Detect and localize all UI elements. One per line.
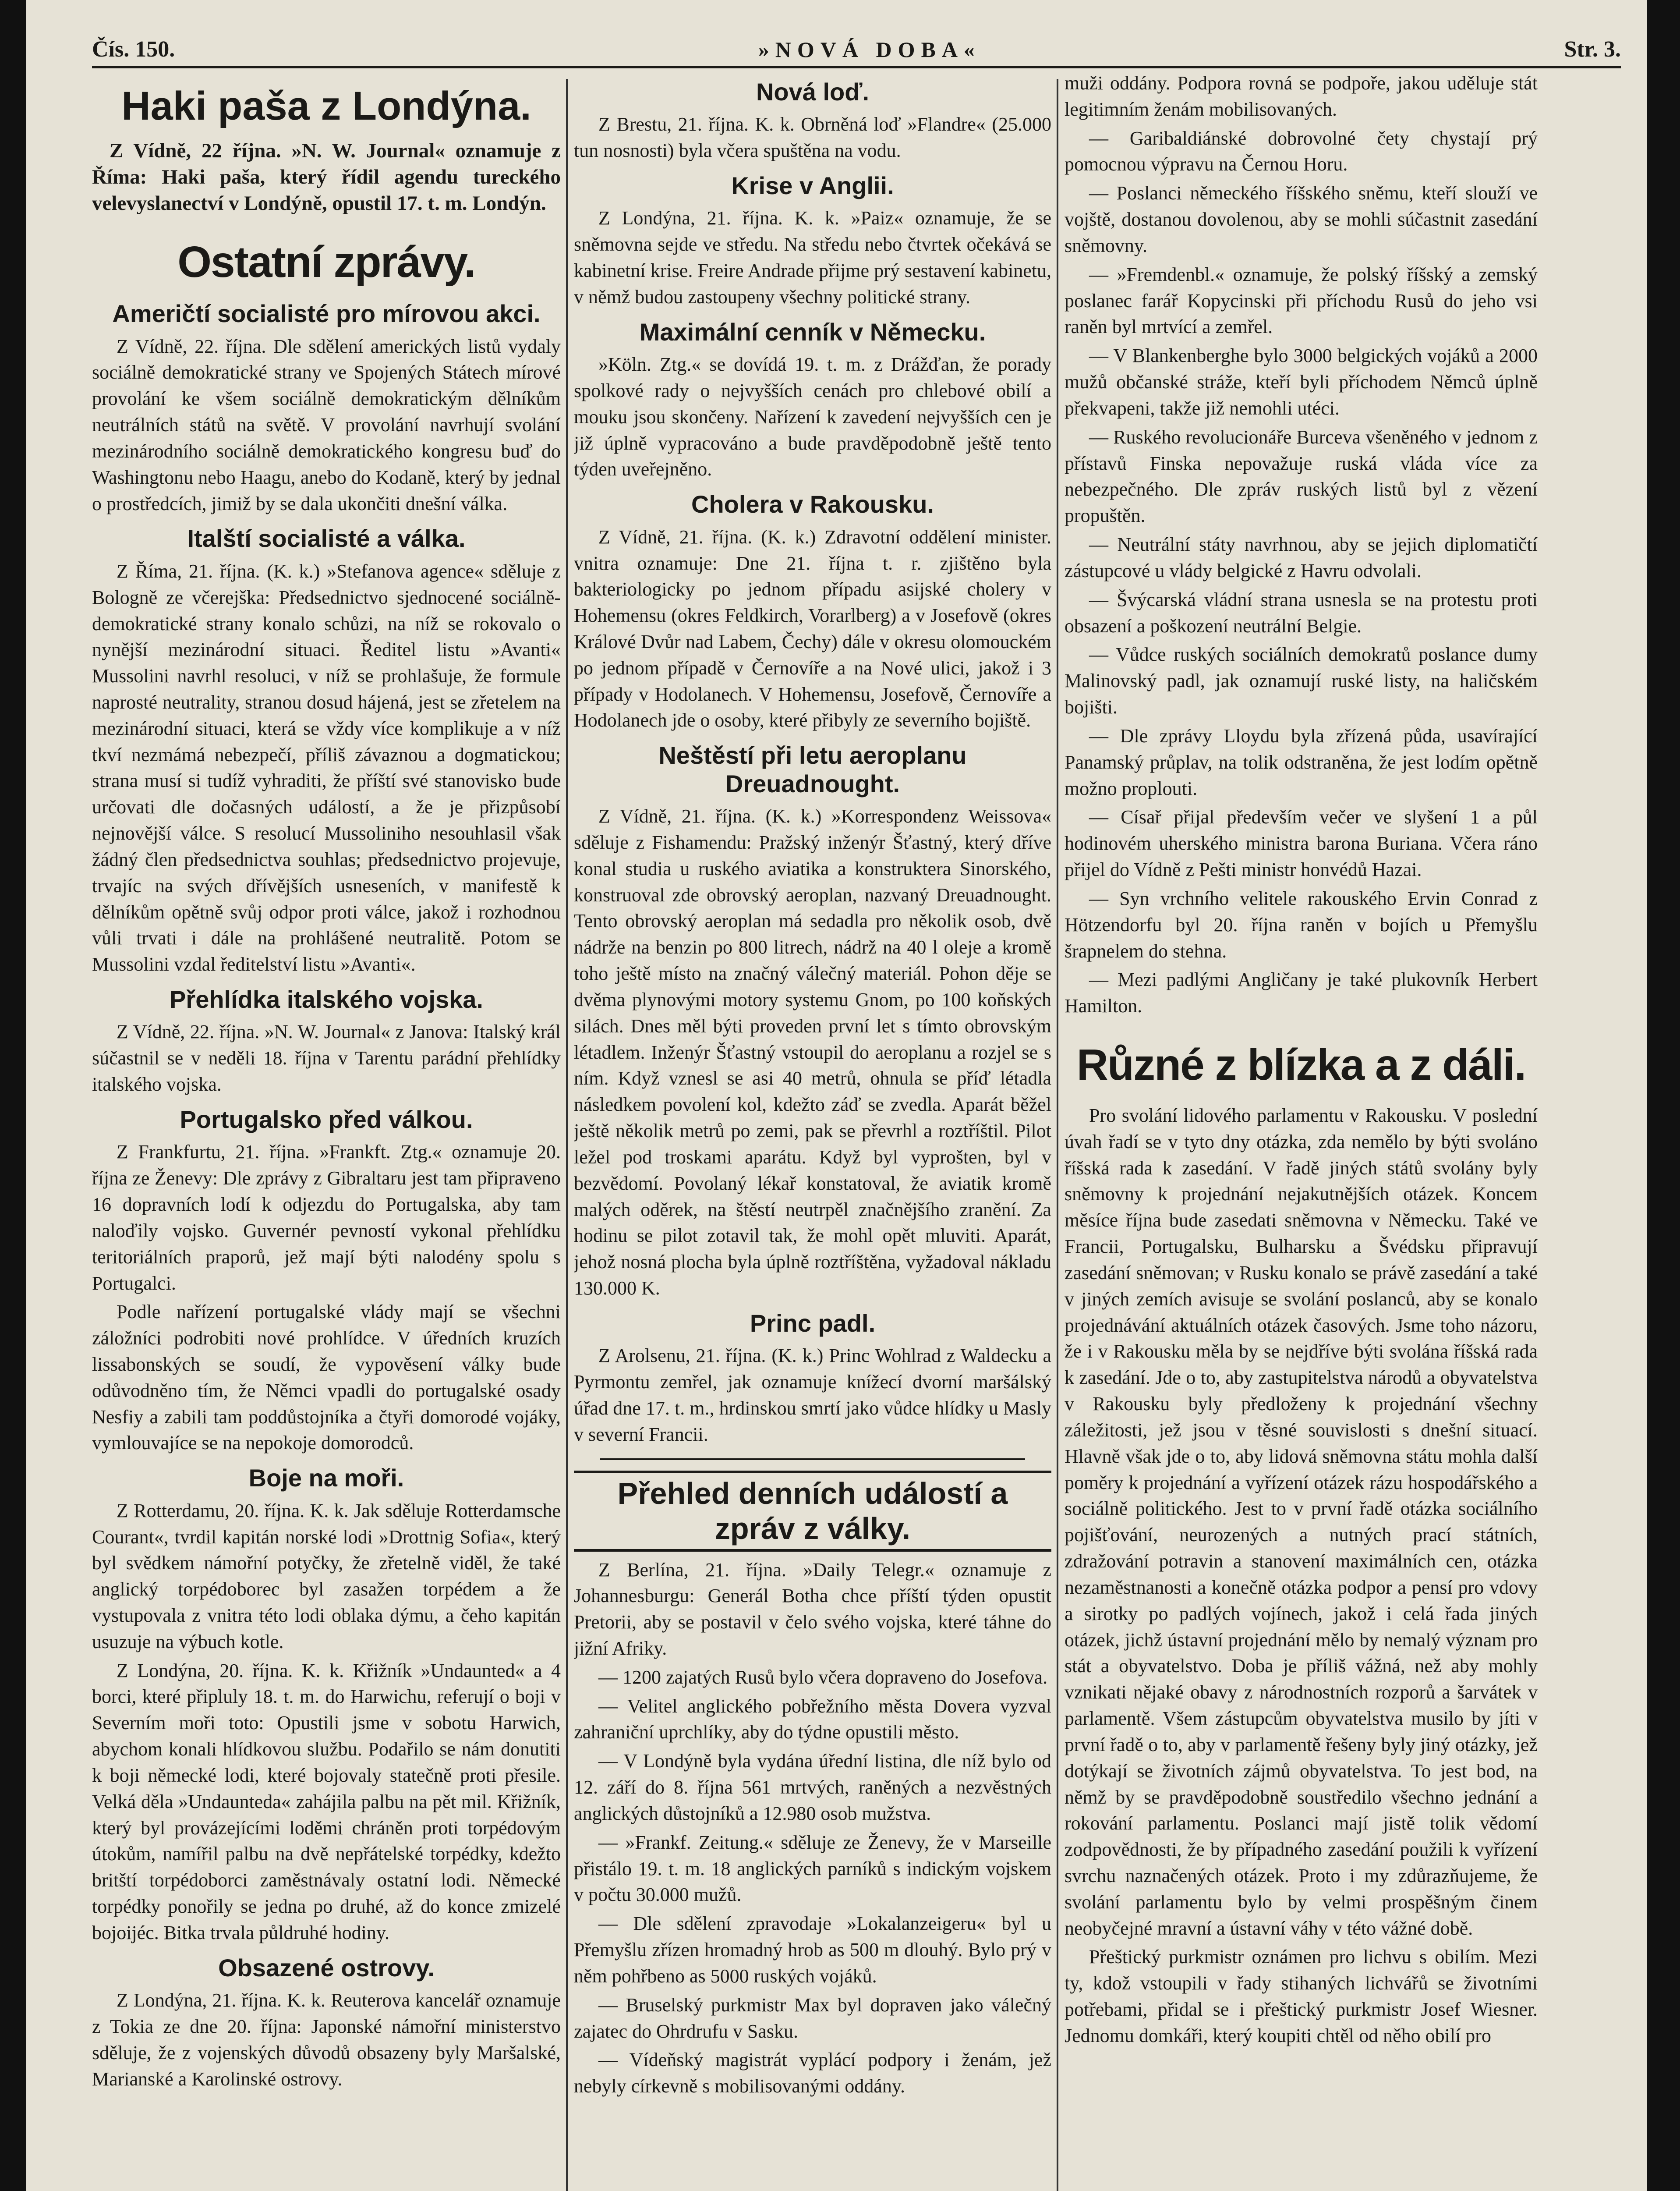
article-title: Boje na moři. (248, 1464, 404, 1492)
article-body: »Köln. Ztg.« se dovídá 19. t. m. z Drážďan, že porady spolkové rady o nejvyšších cenách pro chlebové obilí a mouku jsou skončeny. Nařízení k zavedení nejvyšších cen je již úplně vypracováno a bude pravděpodobně ještě tento týden uveřejněno. (574, 354, 1051, 480)
paper-name: »NOVÁ DOBA« (758, 37, 981, 62)
article-title: Portugalsko před válkou. (180, 1105, 473, 1133)
newspaper-page (26, 0, 1647, 2191)
news-item: — Velitel anglického pobřežního města Dovera vyzval zahraniční uprchlíky, aby do týdne opustili město. (574, 1695, 1051, 1743)
section-title: Ostatní zprávy. (177, 238, 475, 287)
article-body: Z Vídně, 21. října. (K. k.) »Korrespondenz Weissova« sděluje z Fishamendu: Pražský inženýr Šťastný, který dříve konal studia u ruského aviatika a konstruktera Sinorského, konstruoval zde obrovský aeroplan, nazvaný Dreuadnought. Tento obrovský aeroplan má sedadla pro několik osob, dvě nádrže na benzin po 800 litrech, nádrž na 40 l oleje a kromě toho ještě místo na značný válečný materiál. Pohon děje se dvěma plynovými motory systemu Gnom, po 100 koňských silách. Dnes měl býti proveden první let s tímto obrovským létadlem. Inženýr Šťastný vstoupil do aeroplanu a rozjel se s ním. Když vznesl se asi 40 metrů, ohnula se příď létadla následkem povolení kol, kdežto záď se zvedla. Aparát běžel ještě několik metrů po zemi, pak se převrhl a roztříštil. Pilot ležel pod troskami aparátu. Když byl vyprošten, byl v bezvědomí. Povolaný lékař konstatoval, že aviatik kromě malých oděrek, na štěstí neutrpěl značnějšího zranění. Za hodinu se pilot zotavil tak, že mohl opět mluviti. Aparát, jehož nosná plocha byla úplně roztříštěna, vyžadoval nákladu 130.000 K. (574, 805, 1051, 1299)
article-body: Podle nařízení portugalské vlády mají se všechni záložníci podrobiti nové prohlídce. V úředních kruzích lissabonských se soudí, že vypověsení války bude odůvodněno tím, že Němci vpadli do portugalské osady Nesfiy a zabili tam poddůstojníka a čtyři domorodé vojáky, vymlouvajíce se na nepokoje domorodců. (92, 1301, 561, 1454)
news-item: — V Londýně byla vydána úřední listina, dle níž bylo od 12. září do 8. října 561 mrtvých, raněných a nezvěstných anglických důstojníků a 12.980 osob mužstva. (574, 1750, 1051, 1824)
article-body: Z Vídně, 22. října. Dle sdělení amerických listů vydaly sociálně demokratické strany ve Spojených Státech mírové provolání ke všem sociálně demokratickým dělníkům neutrálních států na světě. V provolání navrhují svolání mezinárodního sociálně demokratického kongresu buď do Washingtonu nebo Haagu, anebo do Kodaně, který by jednal o prostředcích, jimiž by se dala ukončiti dnešní válka. (92, 335, 561, 514)
news-item: — Dle zprávy Lloydu byla zřízená půda, usavírající Panamský průplav, na tolik odstraněna, že jest lodím opětně možno proplouti. (1065, 725, 1538, 799)
article-body: Z Vídně, 22. října. »N. W. Journal« z Janova: Italský král súčastnil se v neděli 18. října v Tarentu parádní přehlídky italského vojska. (92, 1021, 561, 1096)
article-title: Princ padl. (750, 1309, 876, 1337)
article-title: Američtí socialisté pro mírovou akci. (112, 300, 541, 328)
news-item: — Syn vrchního velitele rakouského Ervin Conrad z Hötzendorfu byl 20. října raněn v bojích u Přemyšlu šrapnelem do stehna. (1065, 887, 1538, 962)
article-title: Obsazené ostrovy. (218, 1953, 435, 1982)
divider (600, 1458, 1025, 1460)
article-body: Z Londýna, 21. října. K. k. Reuterova kancelář oznamuje z Tokia ze dne 20. října: Japonské námořní ministerstvo sděluje, že z vojenských důvodů obsazeny byly Maršalské, Marianské a Karolinské ostrovy. (92, 1989, 561, 2090)
article-title: Neštěstí při letu aeroplanu Dreuadnought. (658, 741, 967, 798)
article-body: Z Londýna, 20. října. K. k. Křižník »Undaunted« a 4 borci, které připluly 18. t. m. do Harwichu, referují o boji v Severním moři toto: Opustili jsme v sobotu Harwich, abychom konali hlídkovou službu. Podařilo se nám donutiti k boji německé lodi, které bojovaly statečně proti přesile. Velká děla »Undaunteda« zahájila palbu na pět mil. Křižník, který byl provázejícími loděmi chráněn proti torpédovým útokům, namířil palbu na dvě nepřátelské torpédky, kdežto britští torpédoborci zaměstnávaly ostatní lodi. Německé torpédky ponořily se jedna po druhé, až do konce zmizelé bojoijéc. Bitka trvala půldruhé hodiny. (92, 1659, 561, 1943)
article-body: Z Berlína, 21. října. »Daily Telegr.« oznamuje z Johannesburgu: Generál Botha chce příští týden opustit Pretorii, aby se postavil v čelo svého vojska, které táhne do jižní Afriky. (574, 1559, 1051, 1659)
column-divider (1057, 79, 1058, 2191)
article-body: Pro svolání lidového parlamentu v Rakousku. V poslední úvah řadí se v tyto dny otázka, zda nemělo by býti svoláno říšská rada k zasedání. V řadě jiných států svolány byly sněmovny k projednání nejakutnějších otázek. Koncem měsíce října bude zasedati sněmovna v Německu. Také ve Francii, Portugalsku, Bulharsku a Švédsku připravují zasedání sněmovan; v Rusku konalo se právě zasedání a také v jiných zemích avisuje se svolání poslanců, aby se konalo projednávání aktuálních otázek časových. Jsme toho názoru, že i v Rakousku měla by se nejdříve býti svolána říšská rada k zasedání. Jde o to, aby zastupitelstva národů a obyvatelstva v Rakousku byly předloženy k projednání všechny záležitosti, jež jsou v těsné souvislosti s dnešní situací. Hlavně však jde o to, aby lidová sněmovna státu mohla další poměry k projednání a vyřízení otázek rázu hospodářského a sociálně politického. Jest to v první řadě otázka sociálního pojišťování, neurozených a nutných prací státních, zdražování potravin a stanovení maximálních cen, otázka nezaměstnanosti a konečně otázka podpor a pensí pro vdovy a sirotky po padlých vojínech, jakož i celá řada jiných otázek, jichž ústavní projednání mělo by nemalý význam pro stát a obyvatelstvo. Doba je příliš vážná, než aby mohly vznikati nějaké obavy z národnostních rozporů a šarvátek v parlamentě. Všem zástupcům obyvatelstva musilo by jíti v první řadě o to, aby v parlamentě řešeny byly jiný otázky, jež dotýkají se životních zájmů obyvatelstva. To jest bod, na němž by se pravděpodobně soustředilo všechno jednání a rokování parlamentu. Poslanci mají jistě tolik vědomí zodpovědnosti, že by případného zasedání použili k vyřízení svrchu naznačených otázek. Proto i my zdůrazňujeme, že svolání parlamentu bylo by velmi prospěšným činem neobyčejné mravní a ústavní váhy v této vážné době. (1065, 1104, 1538, 1939)
page-number: Str. 3. (1564, 37, 1621, 62)
issue-number: Čís. 150. (92, 37, 175, 62)
column-divider (566, 79, 568, 2191)
news-item: — Švýcarská vládní strana usnesla se na protestu proti obsazení a poškození neutrální Belgie. (1065, 589, 1538, 637)
article-title: Haki paša z Londýna. (121, 84, 531, 128)
article-title: Krise v Anglii. (731, 172, 894, 200)
news-item: — »Frankf. Zeitung.« sděluje ze Ženevy, že v Marseille přistálo 19. t. m. 18 anglických parníků s indickým vojskem v počtu 30.000 mužů. (574, 1831, 1051, 1906)
article-body: Z Arolsenu, 21. října. (K. k.) Princ Wohlrad z Waldecku a Pyrmontu zemřel, jak oznamuje knížecí dvorní maršálský úřad dne 17. t. m., hrdinskou smrtí jako vůdce hlídky u Masly v severní Francii. (574, 1345, 1051, 1445)
news-item: — Bruselský purkmistr Max byl dopraven jako válečný zajatec do Ohrdrufu v Sasku. (574, 1994, 1051, 2042)
article-body: Z Vídně, 21. října. (K. k.) Zdravotní oddělení minister. vnitra oznamuje: Dne 21. října t. r. zjištěno byla bakteriologicky po jednom případu asijské cholery v Hohemensu (okres Feldkirch, Vorarlberg) a v Josefově (okres Králové Dvůr nad Labem, Čechy) dále v okresu olomouckém po jednom případě v Černovíře a na Nové ulici, jakož i 3 případy v Hodolanech. V Hohemensu, Josefově, Černovíře a Hodolanech jde o osoby, které přibyly ze severního bojiště. (574, 526, 1051, 731)
news-item: — Vídeňský magistrát vyplácí podpory i ženám, jež nebyly církevně s mobilisovanými oddány. (574, 2049, 1051, 2097)
article-title: Cholera v Rakousku. (691, 490, 934, 518)
news-item: — Neutrální státy navrhnou, aby se jejich diplomatičtí zástupcové u vlády belgické z Havru odvolali. (1065, 534, 1538, 581)
news-item: — Dle sdělení zpravodaje »Lokalanzeigeru« byl u Přemyšlu zřízen hromadný hrob as 500 m dlouhý. Bylo prý v něm pohřbeno as 5000 ruských vojáků. (574, 1913, 1051, 1987)
article-title: Maximální cenník v Německu. (639, 318, 986, 346)
article-body: Z Rotterdamu, 20. října. K. k. Jak sděluje Rotterdamsche Courant«, tvrdil kapitán norské lodi »Drottnig Sofia«, který byl svědkem námořní potyčky, že zřetelně viděl, že také anglický torpédoborec byl zasažen torpédem a že vystupovala z vnitra této lodi oblaka dýmu, a čeho kapitán usuzuje na výbuch kotle. (92, 1500, 561, 1652)
article-body: Přeštický purkmistr oznámen pro lichvu s obilím. Mezi ty, kdož vstoupili v řady stihaných lichvářů se životními potřebami, přidal se i přeštický purkmistr Josef Wiesner. Jednomu domkáři, který koupiti chtěl od něho obilí pro (1065, 1946, 1538, 2046)
article-body: Z Frankfurtu, 21. října. »Frankft. Ztg.« oznamuje 20. října ze Ženevy: Dle zprávy z Gibraltaru jest tam připraveno 16 dopravních lodí k odjezdu do Portugalska, aby tam naloďily vojsko. Guvernér pevností vykonal přehlídku teritoriálních praporů, jež mají býti nalodény spolu s Portugalci. (92, 1141, 561, 1294)
article-body: Z Říma, 21. října. (K. k.) »Stefanova agence« sděluje z Bologně ze včerejška: Předsednictvo sjednocené sociálně-demokratické strany konalo schůzi, na níž se rokovalo o nynější mezinárodní situaci. Ředitel listu »Avanti« Mussolini navrhl resoluci, v níž se prohlašuje, že formule naprosté neutrality, stranou dosud hájená, jest se zřetelem na mezinárodní situaci, která se vždy více komplikuje a v níž tkví nezmámá nebezpečí, příliš závaznou a dogmatickou; strana musí si tudíž vyhraditi, že příští své stanovisko bude určovati dle dočasných událostí, a že je přizpůsobí nejnovější válce. S resolucí Mussoliniho nesouhlasil však žádný člen předsednictva souhlas; předsednictvo projevuje, trvajíc na svých dřívějších usneseních, v manifestě k dělníkům opětně svůj odpor proti válce, jakož i rozhodnou vůli trvati i dále na prohlášené neutralitě. Potom se Mussolini vzdal ředitelství listu »Avanti«. (92, 560, 561, 975)
article-body: Z Brestu, 21. října. K. k. Obrněná loď »Flandre« (25.000 tun nosnosti) byla včera spuštěna na vodu. (574, 113, 1051, 162)
column-1 (92, 70, 561, 2191)
news-item: — Ruského revolucionáře Burceva všeněného v jednom z přístavů Finska nepovažuje ruská vláda více za nebezpečného. Dle zpráv ruských listů byl z vězení propuštěn. (1065, 426, 1538, 527)
article-title: Italští socialisté a válka. (187, 525, 466, 553)
column-3 (1065, 70, 1538, 2191)
news-item: — Císař přijal především večer ve slyšení 1 a půl hodinovém uherského ministra barona Buriana. Včera ráno přijel do Vídně z Pešti ministr honvédů Hazai. (1065, 806, 1538, 881)
section-title: Různé z blízka a z dáli. (1076, 1040, 1526, 1089)
news-item: — Poslanci německého říšského sněmu, kteří slouží ve vojště, dostanou dovolenou, aby se mohli súčastnit zasedání sněmovny. (1065, 182, 1538, 256)
article-title: Nová loď. (756, 78, 870, 106)
article-body: Z Londýna, 21. října. K. k. »Paiz« oznamuje, že se sněmovna sejde ve středu. Na středu nebo čtvrtek očekává se kabinetní krise. Freire Andrade přijme prý sestavení kabinetu, v němž budou zastoupeny všechny politické strany. (574, 207, 1051, 308)
masthead (92, 10, 1621, 68)
news-item: — V Blankenberghe bylo 3000 belgických vojáků a 2000 mužů občanské stráže, kteří byli příchodem Němců úplně překvapeni, takže již nemohli utéci. (1065, 345, 1538, 419)
column-2 (574, 70, 1051, 2191)
news-item: muži oddány. Podpora rovná se podpoře, jakou uděluje stát legitimním ženám mobilisovaných. (1065, 72, 1538, 120)
news-item: — »Fremdenbl.« oznamuje, že polský říšský a zemský poslanec farář Kopycinski při příchodu Rusů do jeho vsi raněn byl mrtvící a zemřel. (1065, 263, 1538, 338)
news-item: — Mezi padlými Angličany je také plukovník Herbert Hamilton. (1065, 969, 1538, 1017)
article-title: Přehlídka italského vojska. (170, 986, 483, 1014)
news-item: — 1200 zajatých Rusů bylo včera dopraveno do Josefova. (598, 1666, 1048, 1688)
article-body: Z Vídně, 22 října. »N. W. Journal« oznamuje z Říma: Haki paša, který řídil agendu tureckého velevyslanectví v Londýně, opustil 17. t. m. Londýn. (92, 139, 561, 215)
article-title: Přehled denních událostí a zpráv z války. (574, 1471, 1051, 1552)
news-item: — Vůdce ruských sociálních demokratů poslance dumy Malinovský padl, jak oznamují ruské listy, na haličském bojišti. (1065, 644, 1538, 718)
news-item: — Garibaldiánské dobrovolné čety chystají prý pomocnou výpravu na Černou Horu. (1065, 127, 1538, 175)
